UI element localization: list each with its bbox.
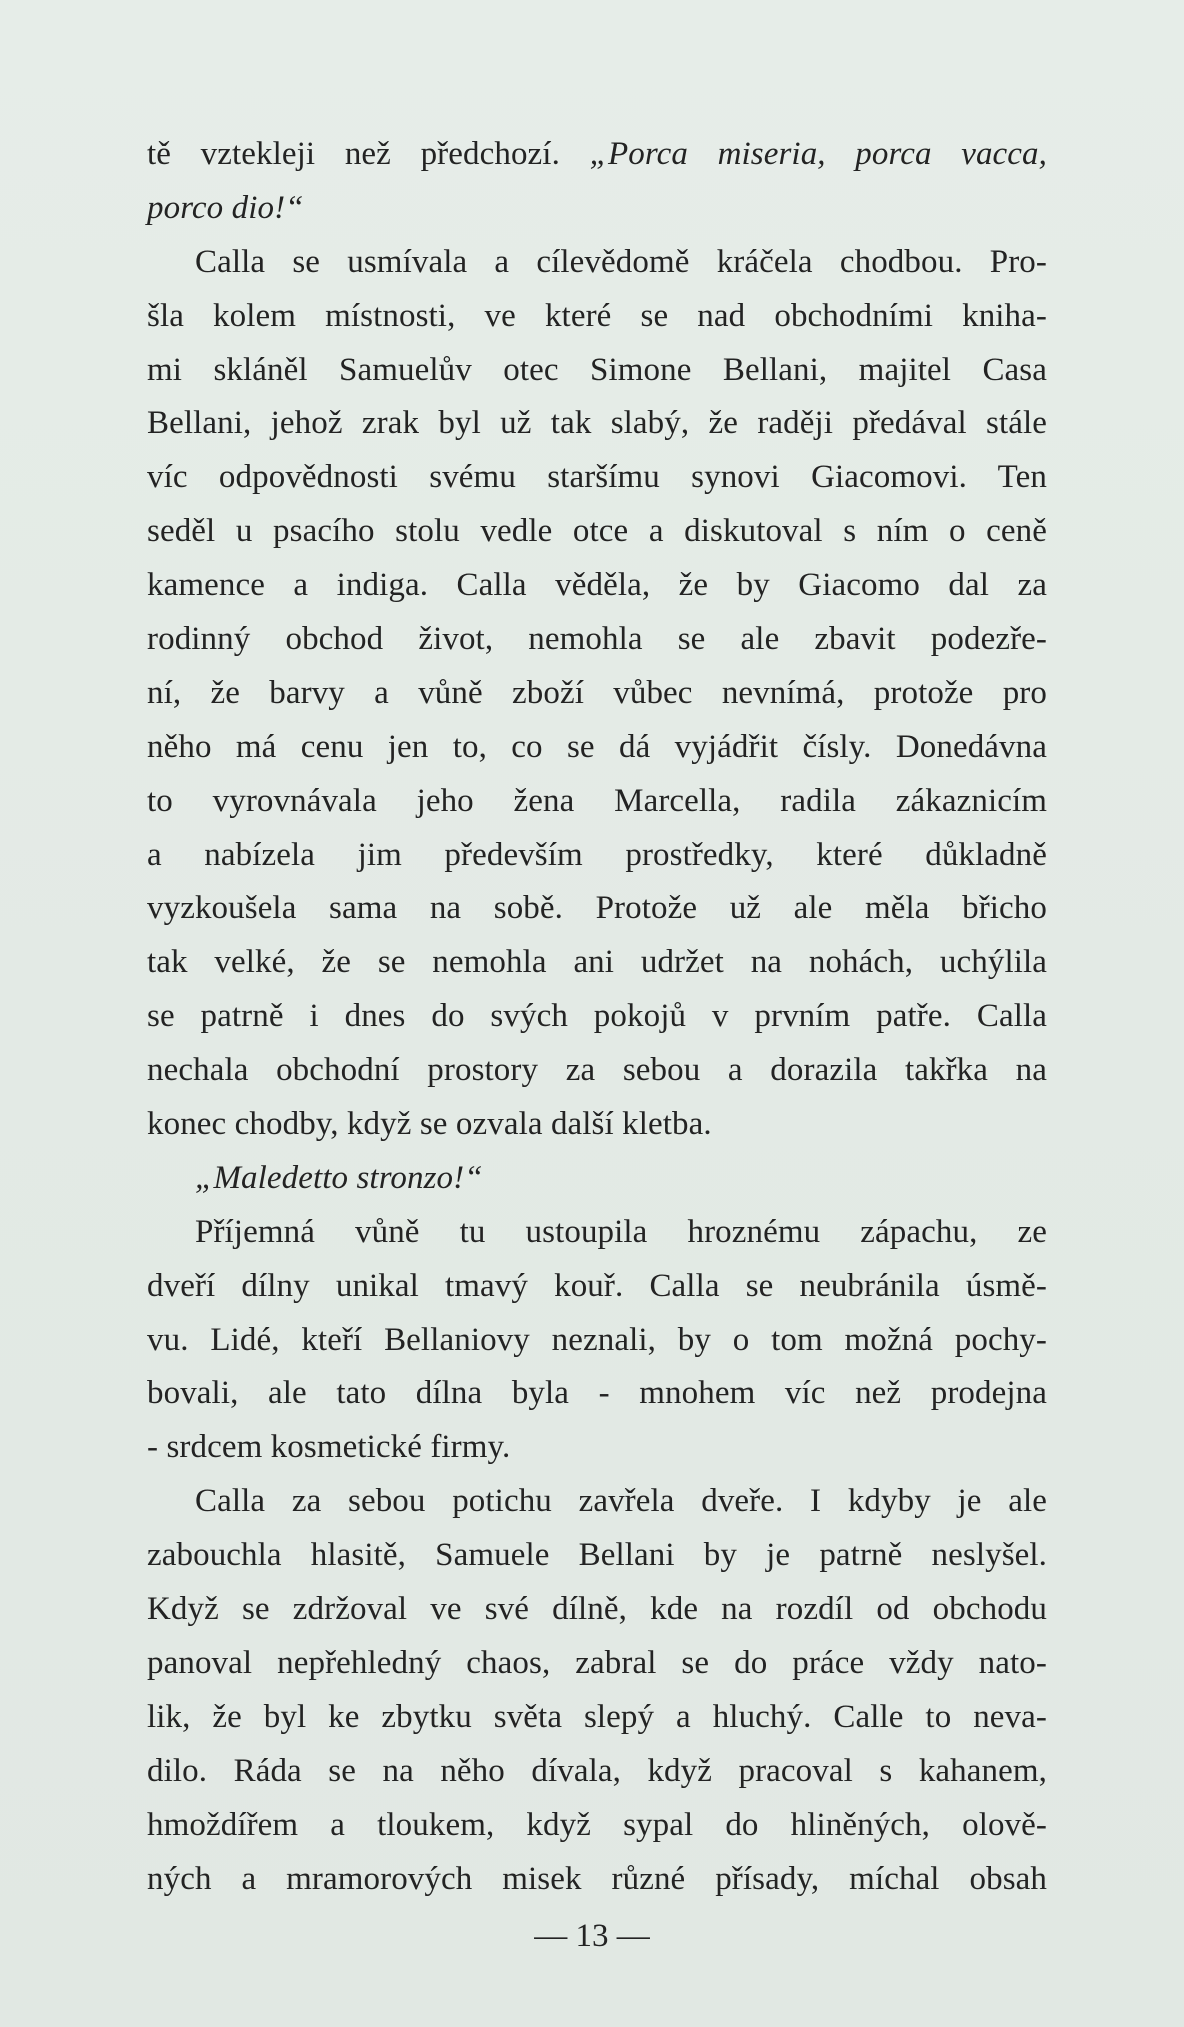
text-line <box>147 1475 1047 1529</box>
text-line <box>147 1098 1047 1152</box>
text-line <box>147 236 1047 290</box>
text-line <box>147 1044 1047 1098</box>
text-line <box>147 128 1047 182</box>
text-line <box>147 505 1047 559</box>
text-line <box>147 1853 1047 1907</box>
text-run: Příjemná vůně tu ustoupila hroznému zápachu, ze <box>195 1213 1047 1250</box>
italic-text-run: porco dio!“ <box>147 189 304 226</box>
text-line <box>147 721 1047 775</box>
text-run: mi skláněl Samuelův otec Simone Bellani, majitel Casa <box>147 351 1047 388</box>
text-line <box>147 182 1047 236</box>
text-line <box>147 1206 1047 1260</box>
text-run: Calla za sebou potichu zavřela dveře. I kdyby je ale <box>195 1483 1047 1520</box>
text-run: dveří dílny unikal tmavý kouř. Calla se neubránila úsmě- <box>147 1267 1047 1304</box>
text-run: lik, že byl ke zbytku světa slepý a hluchý. Calle to neva- <box>147 1698 1047 1735</box>
text-run: zabouchla hlasitě, Samuele Bellani by je patrně neslyšel. <box>147 1537 1047 1574</box>
text-run: něho má cenu jen to, co se dá vyjádřit čísly. Donedávna <box>147 728 1047 765</box>
text-run: Calla se usmívala a cílevědomě kráčela chodbou. Pro- <box>195 243 1047 280</box>
italic-text-run: „Porca miseria, porca vacca, <box>589 136 1048 172</box>
text-run: - srdcem kosmetické firmy. <box>147 1429 511 1466</box>
text-line <box>147 613 1047 667</box>
text-line <box>147 936 1047 990</box>
text-run: panoval nepřehledný chaos, zabral se do práce vždy nato- <box>147 1644 1047 1681</box>
text-run: a nabízela jim především prostředky, které důkladně <box>147 836 1047 873</box>
text-run: vu. Lidé, kteří Bellaniovy neznali, by o tom možná pochy- <box>147 1321 1047 1358</box>
text-line <box>147 1637 1047 1691</box>
text-line <box>147 667 1047 721</box>
text-line <box>147 1314 1047 1368</box>
text-line <box>147 829 1047 883</box>
text-line <box>147 1421 1047 1475</box>
page-number: — 13 — <box>534 1918 650 1954</box>
text-line <box>147 1691 1047 1745</box>
text-run: ní, že barvy a vůně zboží vůbec nevnímá, protože pro <box>147 674 1047 711</box>
text-line <box>147 344 1047 398</box>
text-run: bovali, ale tato dílna byla - mnohem víc než prodejna <box>147 1375 1047 1412</box>
body-text <box>147 128 1047 1906</box>
text-line <box>147 1260 1047 1314</box>
text-run: víc odpovědnosti svému staršímu synovi Giacomovi. Ten <box>147 459 1047 496</box>
text-run: tak velké, že se nemohla ani udržet na nohách, uchýlila <box>147 944 1047 981</box>
text-run: konec chodby, když se ozvala další kletba. <box>147 1106 712 1143</box>
italic-text-run: „Maledetto stronzo!“ <box>195 1159 483 1196</box>
text-line <box>147 1745 1047 1799</box>
text-run: tě vztekleji než předchozí. <box>147 136 590 172</box>
text-run: dilo. Ráda se na něho dívala, když pracoval s kahanem, <box>147 1752 1047 1789</box>
text-line <box>147 1152 1047 1206</box>
text-line <box>147 1529 1047 1583</box>
text-line <box>147 1367 1047 1421</box>
text-line <box>147 775 1047 829</box>
text-run: se patrně i dnes do svých pokojů v prvním patře. Calla <box>147 998 1047 1035</box>
text-run: Když se zdržoval ve své dílně, kde na rozdíl od obchodu <box>147 1591 1047 1628</box>
text-run: rodinný obchod život, nemohla se ale zbavit podezře- <box>147 621 1047 658</box>
text-run: nechala obchodní prostory za sebou a dorazila takřka na <box>147 1052 1047 1089</box>
text-line <box>147 1583 1047 1637</box>
text-line <box>147 1799 1047 1853</box>
text-run: kamence a indiga. Calla věděla, že by Giacomo dal za <box>147 567 1047 604</box>
text-line <box>147 882 1047 936</box>
text-line <box>147 451 1047 505</box>
text-line <box>147 290 1047 344</box>
text-run: seděl u psacího stolu vedle otce a diskutoval s ním o ceně <box>147 513 1047 550</box>
text-run: ných a mramorových misek různé přísady, míchal obsah <box>147 1860 1047 1897</box>
text-line <box>147 559 1047 613</box>
text-run: Bellani, jehož zrak byl už tak slabý, že raději předával stále <box>147 405 1047 442</box>
text-run: to vyrovnávala jeho žena Marcella, radila zákaznicím <box>147 782 1047 819</box>
text-line <box>147 990 1047 1044</box>
text-line <box>147 397 1047 451</box>
text-run: hmoždířem a tloukem, když sypal do hliněných, olově- <box>147 1806 1047 1843</box>
text-run: šla kolem místnosti, ve které se nad obchodními kniha- <box>147 297 1047 334</box>
text-run: vyzkoušela sama na sobě. Protože už ale měla břicho <box>147 890 1047 927</box>
